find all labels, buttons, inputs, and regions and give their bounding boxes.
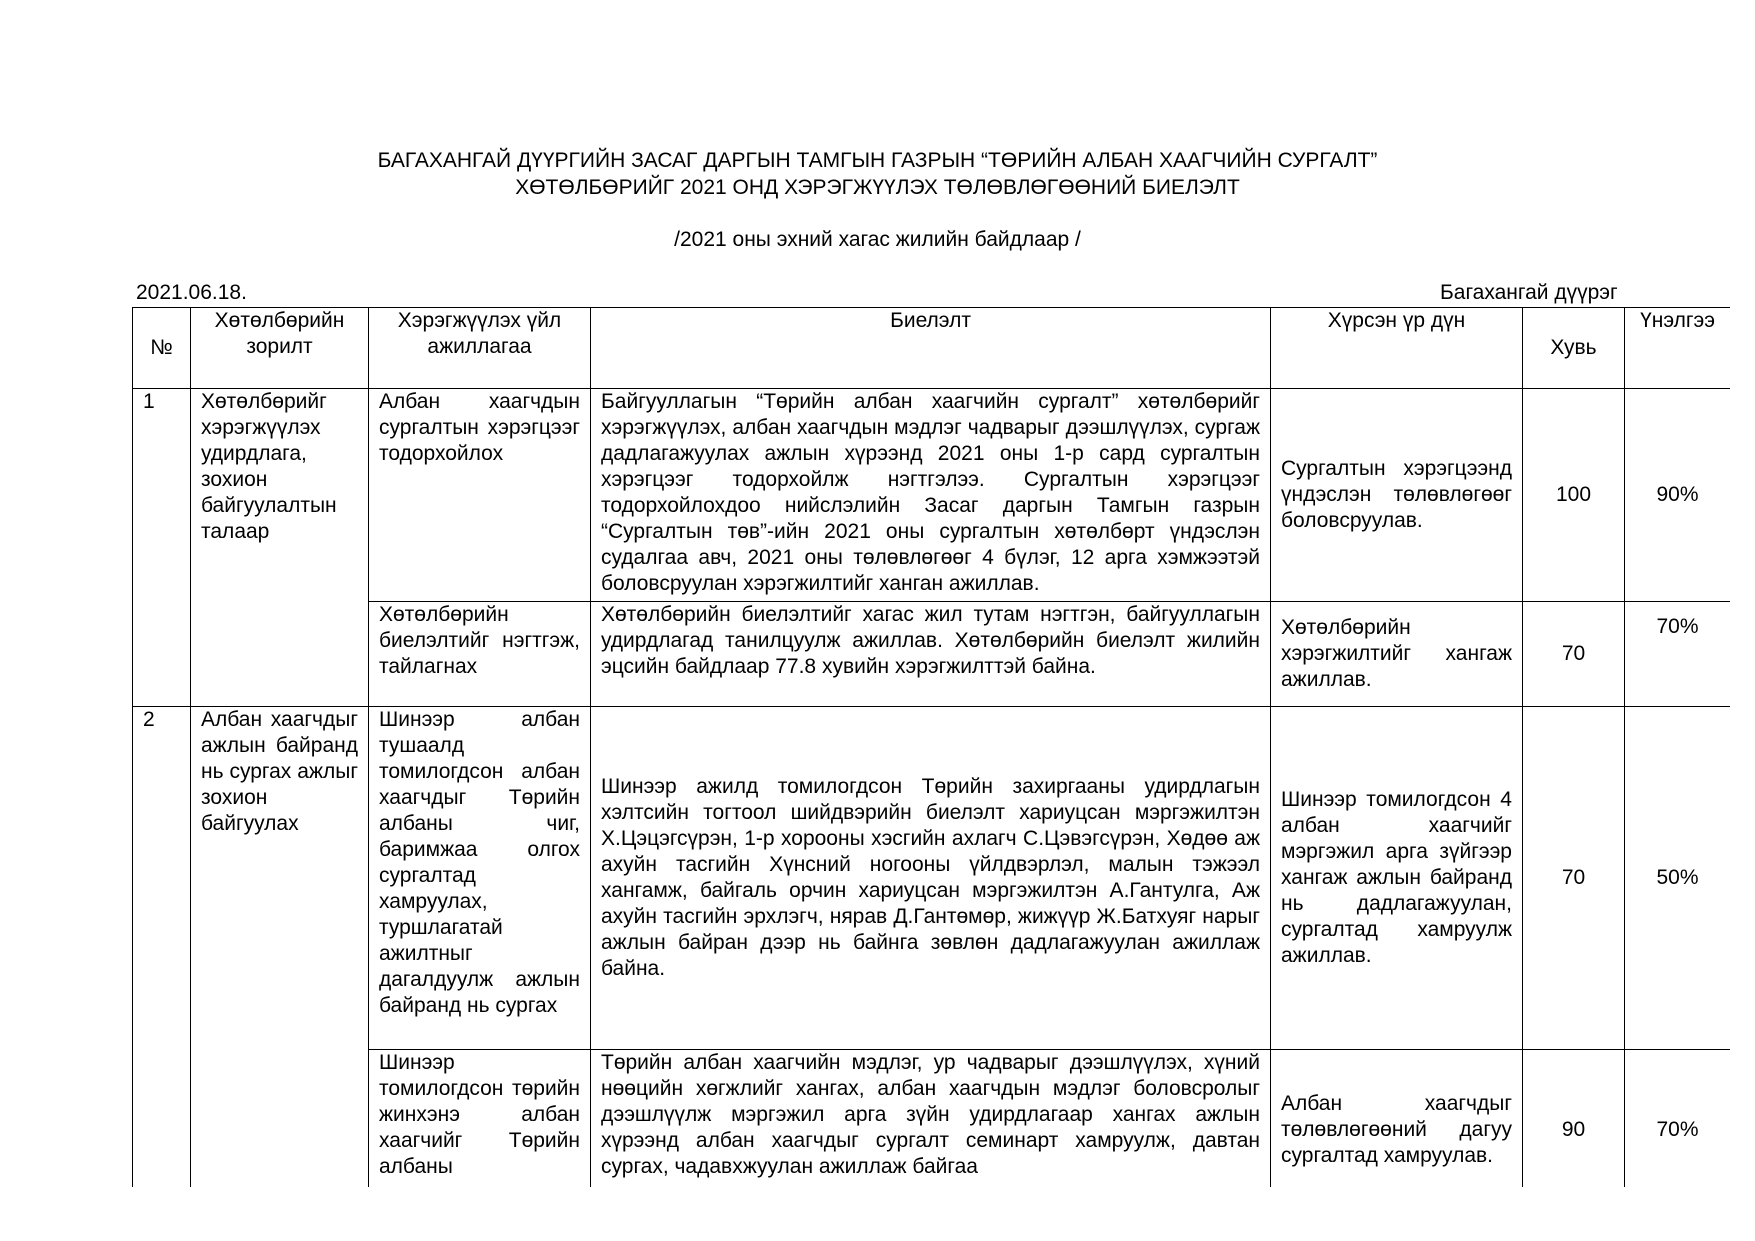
col-header-number: № bbox=[133, 308, 191, 389]
col-header-percent: Хувь bbox=[1523, 308, 1625, 389]
document-title-line1: БАГАХАНГАЙ ДҮҮРГИЙН ЗАСАГ ДАРГЫН ТАМГЫН ГАЗРЫН “ТӨРИЙН АЛБАН ХААГЧИЙН СУРГАЛТ” bbox=[377, 149, 1378, 172]
implementation-cell: Хөтөлбөрийн биелэлтийг хагас жил тутам нэгтгэн, байгууллагын удирдлагад танилцуулж ажиллав. Хөтөлбөрийн биелэлт жилийн эцсийн байдлаар 77.8 хувийн хэрэгжилттэй байна. bbox=[591, 602, 1271, 707]
col-header-activity: Хэрэгжүүлэх үйл ажиллагаа bbox=[369, 308, 591, 389]
percent-cell: 100 bbox=[1523, 389, 1625, 602]
table-header-row bbox=[133, 308, 1731, 389]
table-row bbox=[133, 707, 1731, 1050]
goal-cell: Албан хаагчдыг ажлын байранд нь сургах ажлыг зохион байгуулах bbox=[191, 707, 369, 1188]
implementation-cell: Байгууллагын “Төрийн албан хаагчийн сургалт” хөтөлбөрийг хэрэгжүүлэх, албан хаагчдын мэдлэг чадварыг дээшлүүлэх, сургаж дадлагажуулах ажлын хүрээнд 2021 оны 1-р сард сургалтын хэрэгцээг тодорхойлж нэгтгэлээ. Сургалтын хэрэгцээг тодорхойлохдоо нийслэлийн Засаг даргын Тамгын газрын “Сургалтын төв”-ийн 2021 оны сургалтын хөтөлбөрт үндэслэн судалгаа авч, 2021 оны төлөвлөгөөг 4 бүлэг, 12 арга хэмжээтэй боловсруулан хэрэгжилтийг ханган ажиллав. bbox=[591, 389, 1271, 602]
row-number: 1 bbox=[133, 389, 191, 707]
col-header-goal: Хөтөлбөрийн зорилт bbox=[191, 308, 369, 389]
col-header-implementation: Биелэлт bbox=[591, 308, 1271, 389]
implementation-cell: Төрийн албан хаагчийн мэдлэг, ур чадварыг дээшлүүлэх, хүний нөөцийн хөгжлийг хангах, албан хаагчдын мэдлэг боловсролыг дээшлүүлж мэргэжил арга зүйн удирдлагаар хангах ажлын хүрээнд албан хаагчдыг сургалт семинарт хамруулж, давтан сургах, чадавхжуулан ажиллаж байгаа bbox=[591, 1050, 1271, 1188]
result-cell: Албан хаагчдыг төлөвлөгөөний дагуу сургалтад хамруулав. bbox=[1271, 1050, 1523, 1188]
activity-cell: Шинээр томилогдсон төрийн жинхэнэ албан хаагчийг Төрийн албаны bbox=[369, 1050, 591, 1188]
activity-cell: Хөтөлбөрийн биелэлтийг нэгтгэж, тайлагнах bbox=[369, 602, 591, 707]
col-header-score: Үнэлгээ bbox=[1625, 308, 1731, 389]
score-cell: 70% bbox=[1625, 602, 1731, 707]
implementation-cell: Шинээр ажилд томилогдсон Төрийн захиргааны удирдлагын хэлтсийн тогтоол шийдвэрийн биелэлт хариуцсан мэргэжилтэн Х.Цэцэгсүрэн, 1-р хорооны хэсгийн ахлагч С.Цэвэгсүрэн, Хөдөө аж ахуйн тасгийн Хүнсний ногооны үйлдвэрлэл, малын тэжээл хангамж, байгаль орчин хариуцсан мэргэжилтэн А.Гантулга, Аж ахуйн тасгийн эрхлэгч, нярав Д.Гантөмөр, жижүүр Ж.Батхуяг нарыг ажлын байран дээр нь байнга зөвлөн дадлагажуулан ажиллаж байна. bbox=[591, 707, 1271, 1050]
goal-cell: Хөтөлбөрийг хэрэгжүүлэх удирдлага, зохион байгуулалтын талаар bbox=[191, 389, 369, 707]
document-date: 2021.06.18. bbox=[136, 281, 247, 304]
percent-cell: 70 bbox=[1523, 602, 1625, 707]
report-table bbox=[132, 307, 1730, 1187]
percent-cell: 70 bbox=[1523, 707, 1625, 1050]
result-cell: Сургалтын хэрэгцээнд үндэслэн төлөвлөгөөг боловсруулав. bbox=[1271, 389, 1523, 602]
score-cell: 90% bbox=[1625, 389, 1731, 602]
activity-cell: Шинээр албан тушаалд томилогдсон албан хаагчдыг Төрийн албаны чиг, баримжаа олгох сургалтад хамруулах, туршлагатай ажилтныг дагалдуулж ажлын байранд нь сургах bbox=[369, 707, 591, 1050]
report-table-container bbox=[132, 307, 1730, 1187]
activity-cell: Албан хаагчдын сургалтын хэрэгцээг тодорхойлох bbox=[369, 389, 591, 602]
document-title-line2: ХӨТӨЛБӨРИЙГ 2021 ОНД ХЭРЭГЖҮҮЛЭХ ТӨЛӨВЛӨГӨӨНИЙ БИЕЛЭЛТ bbox=[515, 176, 1240, 199]
result-cell: Хөтөлбөрийн хэрэгжилтийг хангаж ажиллав. bbox=[1271, 602, 1523, 707]
table-row bbox=[133, 389, 1731, 602]
col-header-result: Хүрсэн үр дүн bbox=[1271, 308, 1523, 389]
percent-cell: 90 bbox=[1523, 1050, 1625, 1188]
table-row bbox=[133, 1050, 1731, 1188]
row-number: 2 bbox=[133, 707, 191, 1188]
document-subtitle: /2021 оны эхний хагас жилийн байдлаар / bbox=[674, 228, 1081, 251]
result-cell: Шинээр томилогдсон 4 албан хаагчийг мэргэжил арга зүйгээр хангаж ажлын байранд нь дадлагажуулан, сургалтад хамруулж ажиллав. bbox=[1271, 707, 1523, 1050]
document-place: Багахангай дүүрэг bbox=[1440, 281, 1618, 304]
score-cell: 70% bbox=[1625, 1050, 1731, 1188]
score-cell: 50% bbox=[1625, 707, 1731, 1050]
table-row bbox=[133, 602, 1731, 707]
